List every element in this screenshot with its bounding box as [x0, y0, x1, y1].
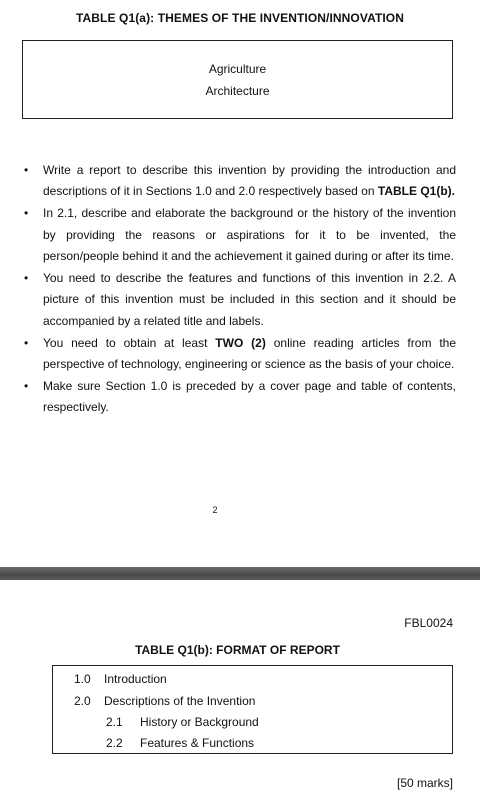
- bullet-icon: •: [24, 163, 29, 177]
- section-number: 1.0: [74, 672, 91, 686]
- section-label: Descriptions of the Invention: [104, 694, 256, 708]
- instruction-item: • You need to obtain at least TWO (2) online reading articles from the perspective of technology, engineering or science as the basis of your choice.: [20, 333, 456, 376]
- bullet-icon: •: [24, 335, 29, 350]
- theme-item: Agriculture: [208, 62, 267, 76]
- table-b-title: TABLE Q1(b): FORMAT OF REPORT: [135, 643, 340, 657]
- section-label: Introduction: [104, 672, 167, 686]
- themes-table: [22, 40, 453, 119]
- format-row: [106, 736, 254, 750]
- instruction-item: • In 2.1, describe and elaborate the background or the history of the invention by providing the reasons or aspirations for it to be invented, the person/people behind it and the achievement it gained during or after its time.: [20, 203, 456, 267]
- instruction-item: • Write a report to describe this invention by providing the introduction and descriptions of it in Sections 1.0 and 2.0 respectively based on TABLE Q1(b).: [20, 160, 456, 203]
- document-code: FBL0024: [404, 616, 453, 630]
- bullet-icon: •: [24, 206, 29, 221]
- instruction-item: • You need to describe the features and functions of this invention in 2.2. A picture of this invention must be included in this section and it should be accompanied by a related title and labels.: [20, 268, 456, 332]
- format-row: [74, 672, 167, 686]
- total-marks: [50 marks]: [396, 776, 453, 790]
- format-row: [106, 715, 259, 729]
- bullet-icon: •: [24, 271, 29, 286]
- page-number: 2: [212, 505, 218, 515]
- section-number: 2.2: [106, 736, 123, 750]
- bullet-icon: •: [24, 379, 29, 394]
- instruction-item: • Make sure Section 1.0 is preceded by a cover page and table of contents, respectively.: [20, 376, 456, 419]
- instructions-list: [20, 160, 456, 419]
- table-a-title: TABLE Q1(a): THEMES OF THE INVENTION/INNOVATION: [75, 11, 405, 25]
- theme-item: Architecture: [205, 84, 270, 98]
- document-page-2: [0, 580, 480, 797]
- section-label: History or Background: [140, 715, 259, 729]
- page-divider: [0, 567, 480, 580]
- section-number: 2.1: [106, 715, 123, 729]
- section-number: 2.0: [74, 694, 91, 708]
- format-table: [52, 665, 453, 754]
- section-label: Features & Functions: [140, 736, 255, 750]
- format-row: [74, 694, 255, 708]
